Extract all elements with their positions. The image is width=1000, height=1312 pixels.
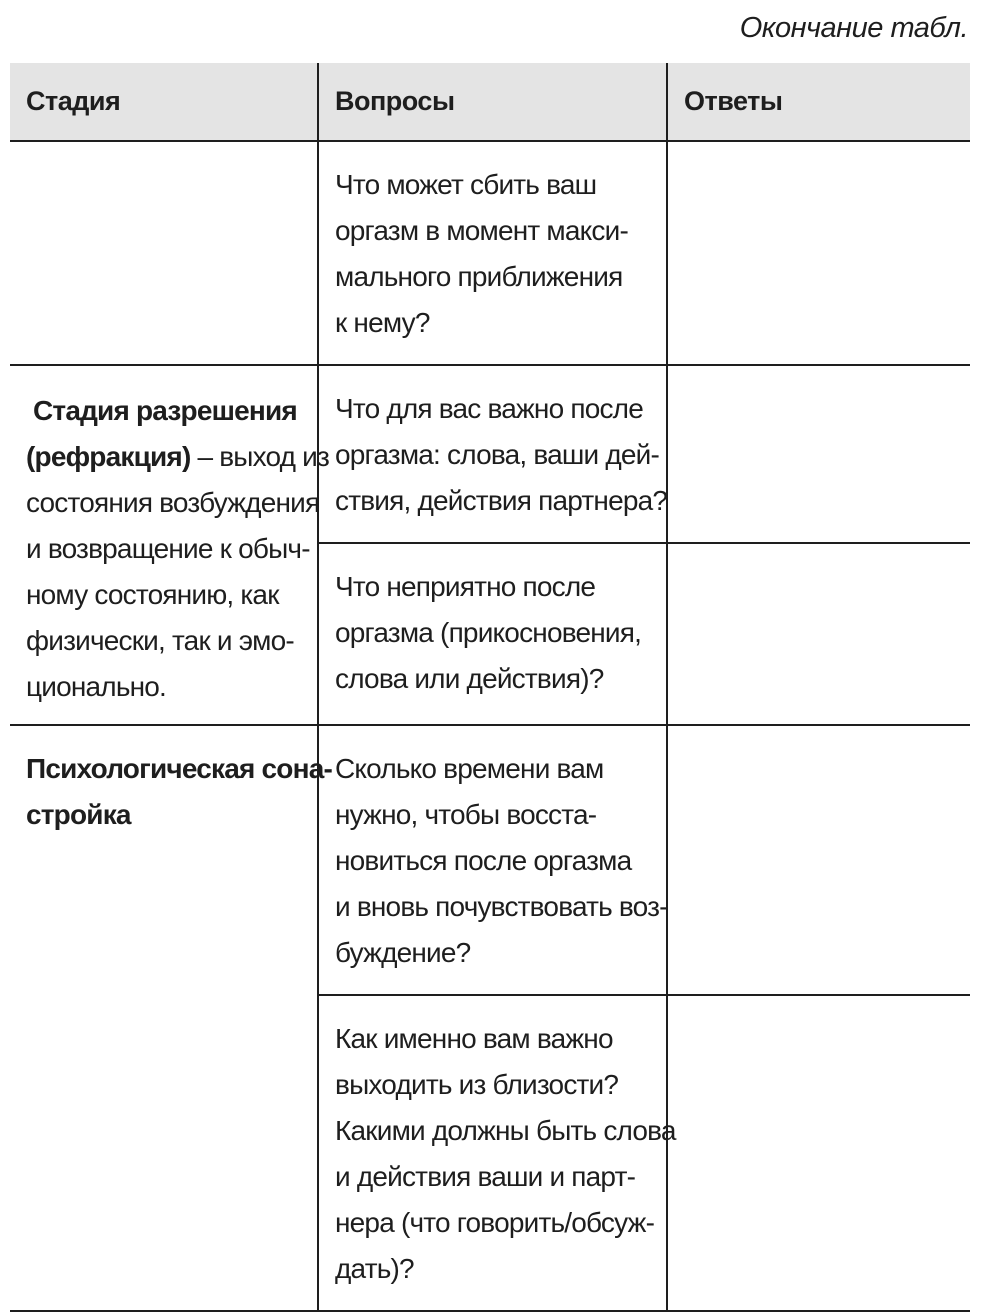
answer-cell[interactable] [667, 995, 970, 1311]
question-line: новиться после оргазма [335, 845, 632, 876]
stage-description-line: и возвращение к обыч- [26, 533, 310, 564]
stage-title-line: стройка [26, 799, 131, 830]
answer-cell[interactable] [667, 141, 970, 365]
question-line: дать)? [335, 1253, 414, 1284]
question-line: оргазм в момент макси- [335, 215, 628, 246]
stages-table [10, 63, 970, 1312]
question-line: к нему? [335, 307, 430, 338]
question-cell [318, 543, 667, 725]
table-continuation-caption: Окончание табл. [739, 12, 968, 44]
stage-cell-empty [10, 141, 318, 365]
stage-title-line: Психологическая сона- [26, 753, 333, 784]
table-row [10, 141, 970, 365]
question-line: Какими должны быть слова [335, 1115, 676, 1146]
table-row [10, 725, 970, 995]
header-answers: Ответы [667, 63, 970, 141]
header-stage: Стадия [10, 63, 318, 141]
answer-cell[interactable] [667, 543, 970, 725]
question-line: нера (что говорить/обсуж- [335, 1207, 655, 1238]
question-cell [318, 725, 667, 995]
stage-description-line: состояния возбуждения [26, 487, 320, 518]
stage-title-term: (рефракция) [26, 441, 191, 472]
question-cell [318, 141, 667, 365]
question-line: Как именно вам важно [335, 1023, 613, 1054]
stage-description-line: ционально. [26, 671, 167, 702]
question-line: и действия ваши и парт- [335, 1161, 636, 1192]
answer-cell[interactable] [667, 725, 970, 995]
stage-title: Стадия разрешения [26, 395, 297, 426]
answer-cell[interactable] [667, 365, 970, 543]
question-cell [318, 995, 676, 1311]
question-line: Что неприятно после [335, 571, 596, 602]
question-line: выходить из близости? [335, 1069, 619, 1100]
question-line: оргазма: слова, ваши дей- [335, 439, 660, 470]
question-line: ствия, действия партнера? [335, 485, 668, 516]
stage-description-line: ному состоянию, как [26, 579, 279, 610]
table-row [10, 365, 970, 543]
question-line: слова или действия)? [335, 663, 604, 694]
question-cell [318, 365, 667, 543]
question-line: оргазма (прикосновения, [335, 617, 642, 648]
table-header-row [10, 63, 970, 141]
question-line: нужно, чтобы восста- [335, 799, 597, 830]
stage-description-line: физически, так и эмо- [26, 625, 294, 656]
question-line: Что для вас важно после [335, 393, 643, 424]
question-line: мального приближения [335, 261, 623, 292]
header-questions: Вопросы [318, 63, 667, 141]
question-line: буждение? [335, 937, 471, 968]
question-line: Что может сбить ваш [335, 169, 597, 200]
question-line: и вновь почувствовать воз- [335, 891, 668, 922]
stage-cell-resolution [10, 365, 330, 725]
stage-cell-psychological [10, 725, 333, 1311]
question-line: Сколько времени вам [335, 753, 604, 784]
stage-description: – выход из [190, 441, 330, 472]
